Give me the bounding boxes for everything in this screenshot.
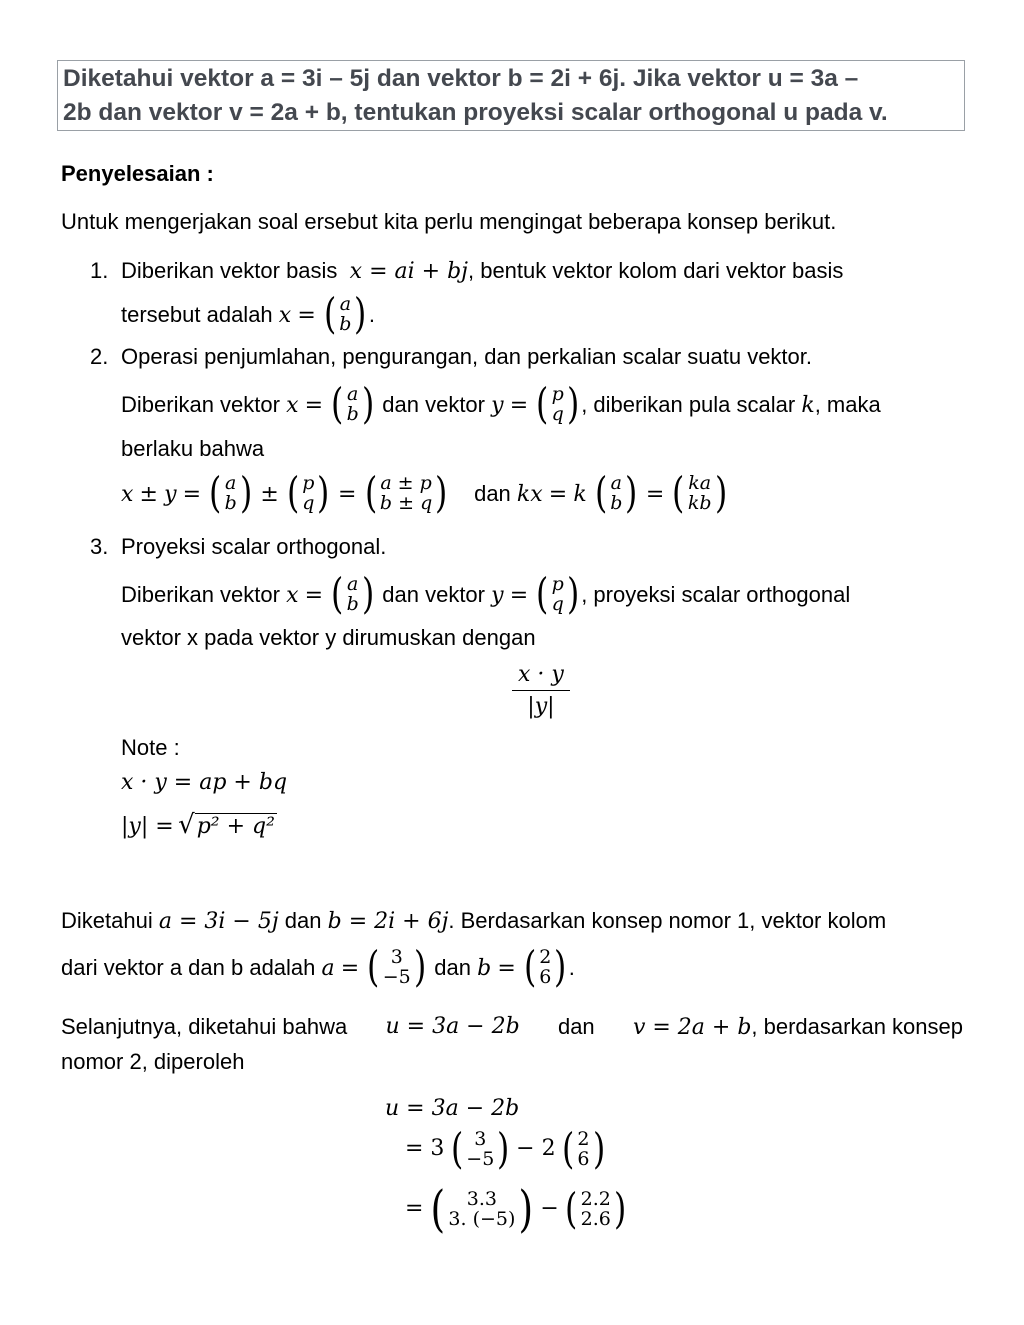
projection-numerator: x · y bbox=[512, 662, 570, 691]
concept-1-text-b: , bentuk vektor kolom dari vektor basis bbox=[467, 258, 844, 283]
column-vector-b: ( 2 6 ) bbox=[562, 1124, 605, 1173]
known-text-a: Diketahui bbox=[61, 908, 153, 933]
column-vector-x: ( a b ) bbox=[323, 289, 367, 338]
projection-denominator: |y| bbox=[527, 694, 555, 719]
b-definition: b = 2i + 6j bbox=[327, 909, 449, 934]
a-definition: a = 3i − 5j bbox=[158, 909, 279, 934]
u-definition: u = 3a − 2b bbox=[385, 1014, 520, 1039]
note-norm bbox=[121, 810, 277, 840]
column-vector-3a: ( 3.3 3. (−5) ) bbox=[430, 1180, 534, 1238]
concept-2-line2: berlaku bahwa bbox=[121, 436, 265, 461]
next-dan: dan bbox=[557, 1014, 595, 1039]
column-vector-a: ( 3 −5 ) bbox=[367, 942, 427, 991]
derivation-step-1: u = 3a − 2b bbox=[385, 1096, 520, 1121]
column-vector-b: ( 2 6 ) bbox=[523, 942, 567, 991]
next-line2: nomor 2, diperoleh bbox=[61, 1049, 245, 1074]
concept-3-text-a: Diberikan vektor bbox=[121, 581, 280, 607]
known-line1 bbox=[61, 908, 886, 934]
concept-1-text-a: Diberikan vektor basis bbox=[121, 258, 338, 283]
column-vector-y: ( p q ) bbox=[536, 379, 580, 428]
column-vector-scalar: ( ka kb ) bbox=[672, 468, 727, 517]
concept-2-text-d: , maka bbox=[814, 391, 881, 417]
concept-3-line2: vektor x pada vektor y dirumuskan dengan bbox=[121, 625, 536, 650]
question-line-1: Diketahui vektor a = 3i – 5j dan vektor b = 2i + 6j. Jika vektor u = 3a – bbox=[63, 65, 859, 92]
question-box bbox=[57, 60, 965, 131]
known-text-c: dari vektor a dan b adalah bbox=[61, 954, 316, 980]
norm-radicand: p² + q² bbox=[196, 814, 275, 839]
column-vector-a: ( 3 −5 ) bbox=[450, 1124, 510, 1173]
known-line2: dari vektor a dan b adalah a = ( 3 −5 ) dan b = ( 2 6 ) . bbox=[61, 942, 575, 991]
derivation-step-3: = ( 3.3 3. (−5) ) − ( 2.2 2.6 ) bbox=[405, 1186, 628, 1236]
projection-formula bbox=[512, 662, 570, 719]
note-dot-product: x · y = ap + bq bbox=[121, 770, 288, 795]
concept-3-line1: Diberikan vektor x = ( a b ) dan vektor y = ( p q ) , proyeksi scalar orthogonal bbox=[121, 569, 851, 618]
concept-1-line1 bbox=[121, 258, 843, 284]
concept-2-text-c: , diberikan pula scalar bbox=[581, 391, 796, 417]
basis-expression: x = ai + bj bbox=[349, 259, 468, 284]
column-vector-x: ( a b ) bbox=[331, 569, 375, 618]
concept-1-text-c: tersebut adalah bbox=[121, 301, 273, 327]
next-text-a: Selanjutnya, diketahui bahwa bbox=[61, 1014, 348, 1039]
concept-2-number: 2. bbox=[90, 344, 109, 369]
concept-1-number: 1. bbox=[90, 258, 109, 283]
intro-text: Untuk mengerjakan soal ersebut kita perlu mengingat beberapa konsep berikut. bbox=[61, 209, 837, 234]
column-vector-x: ( a b ) bbox=[594, 468, 638, 517]
known-dan: dan bbox=[284, 908, 322, 933]
concept-2-equation: x ± y = ( a b ) ± ( p q ) = ( a ± p b ± q ) dan kx = k ( a b ) = ( ka kb ) bbox=[121, 474, 729, 516]
column-vector-sum: ( a ± p b ± q ) bbox=[364, 468, 448, 517]
derivation-step-2: = 3 ( 3 −5 ) − 2 ( 2 6 ) bbox=[405, 1130, 607, 1172]
concept-3-title: Proyeksi scalar orthogonal. bbox=[121, 534, 387, 559]
norm-lhs: |y| = bbox=[121, 814, 174, 839]
known-dan: dan bbox=[434, 954, 471, 980]
concept-2-text-b: dan vektor bbox=[382, 391, 485, 417]
next-line1 bbox=[61, 1014, 963, 1040]
column-vector-y: ( p q ) bbox=[536, 569, 580, 618]
v-definition: v = 2a + b bbox=[632, 1015, 752, 1040]
concept-2-line1: Diberikan vektor x = ( a b ) dan vektor y = ( p q ) , diberikan pula scalar k, maka bbox=[121, 379, 881, 428]
concept-2-title: Operasi penjumlahan, pengurangan, dan perkalian scalar suatu vektor. bbox=[121, 344, 813, 369]
sqrt-icon: √ bbox=[178, 810, 195, 840]
column-vector-2b: ( 2.2 2.6 ) bbox=[565, 1184, 627, 1233]
note-label: Note : bbox=[121, 735, 180, 760]
concept-2-dan: dan bbox=[474, 480, 511, 506]
column-vector-y: ( p q ) bbox=[286, 468, 330, 517]
known-text-b: . Berdasarkan konsep nomor 1, vektor kolom bbox=[448, 908, 887, 933]
concept-3-number: 3. bbox=[90, 534, 109, 559]
solution-heading: Penyelesaian : bbox=[61, 161, 214, 186]
column-vector-x: ( a b ) bbox=[209, 468, 253, 517]
question-line-2: 2b dan vektor v = 2a + b, tentukan proyeksi scalar orthogonal u pada v. bbox=[63, 99, 888, 126]
concept-3-text-b: dan vektor bbox=[382, 581, 485, 607]
concept-1-line2: tersebut adalah x = ( a b ) . bbox=[121, 289, 375, 338]
concept-3-text-c: , proyeksi scalar orthogonal bbox=[581, 581, 851, 607]
column-vector-x: ( a b ) bbox=[331, 379, 375, 428]
concept-2-text-a: Diberikan vektor bbox=[121, 391, 280, 417]
next-text-b: , berdasarkan konsep bbox=[751, 1014, 963, 1039]
